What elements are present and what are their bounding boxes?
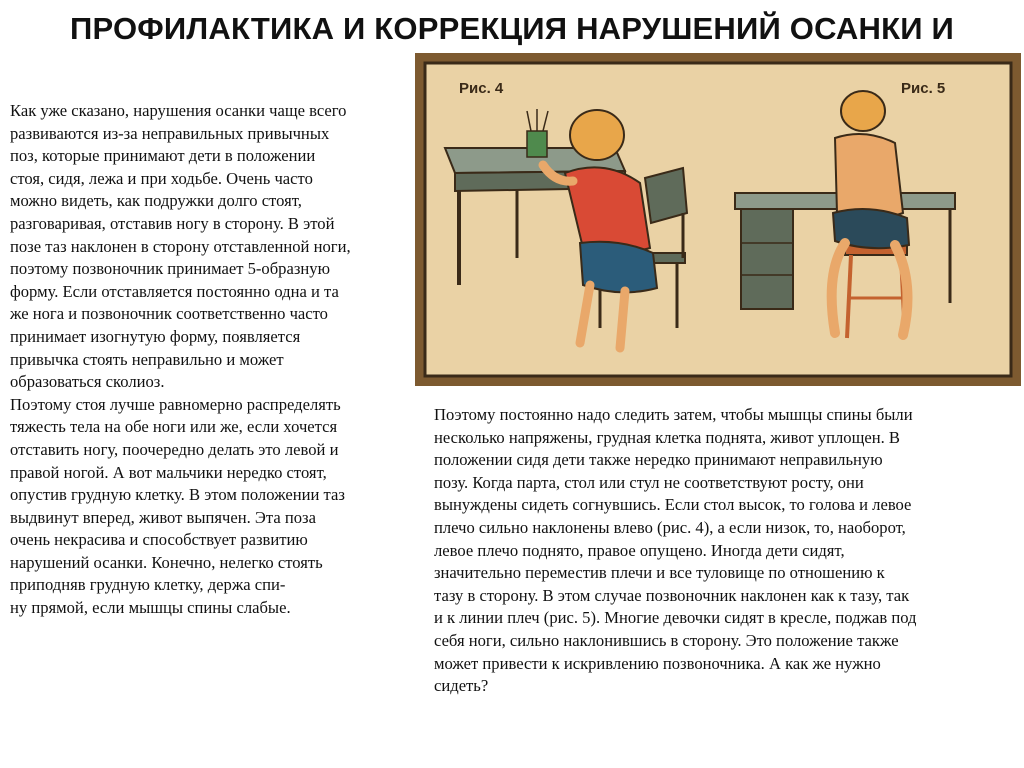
slide-title: ПРОФИЛАКТИКА И КОРРЕКЦИЯ НАРУШЕНИЙ ОСАНКИ И <box>70 11 954 46</box>
right-paragraph: Поэтому постоянно надо следить затем, чтобы мышцы спины были несколько напряжены, грудная клетка поднята, живот уплощен. В положении сидя дети также нередко принимают неправильную позу. Когда парта, стол или стул не соответствуют росту, они вынуждены сидеть согнувшись. Если стол высок, то голова и левое плечо сильно наклонены влево (рис. 4), а если низок, то, наоборот, левое плечо поднято, правое опущено. Иногда дети сидят, значительно переместив плечи и все туловище по отношению к тазу в сторону. В этом случае позвоночник наклонен как к тазу, так и к линии плеч (рис. 5). Многие девочки сидят в кресле, поджав под себя ноги, сильно наклонившись в сторону. Это положение также может привести к искривлению позвоночника. А как же нужно сидеть? <box>434 405 917 696</box>
illustration-background <box>425 63 1011 376</box>
posture-illustration <box>415 53 1021 386</box>
fig4-label: Рис. 4 <box>459 80 504 97</box>
left-paragraph: Как уже сказано, нарушения осанки чаще всего развиваются из-за неправильных привычных поз, которые принимают дети в положении стоя, сидя, лежа и при ходьбе. Очень часто можно видеть, как подружки долго стоят, разговаривая, отставив ногу в сторону. В этой позе таз наклонен в сторону отставленной ноги, поэтому позвоночник принимает 5-образную форму. Если отставляется постоянно одна и та же нога и позвоночник соответственно часто принимает изогнутую форму, появляется привычка стоять неправильно и может образоваться сколиоз. Поэтому стоя лучше равномерно распределять тяжесть тела на обе ноги или же, если хочется отставить ногу, поочередно делать это левой и правой ногой. А вот мальчики нередко стоят, опустив грудную клетку. В этом положении таз выдвинут вперед, живот выпячен. Эта поза очень некрасива и способствует развитию нарушений осанки. Конечно, нелегко стоять приподняв грудную клетку, держа спи- ну прямой, если мышцы спины слабые. <box>10 101 351 618</box>
fig5-label: Рис. 5 <box>901 80 946 97</box>
